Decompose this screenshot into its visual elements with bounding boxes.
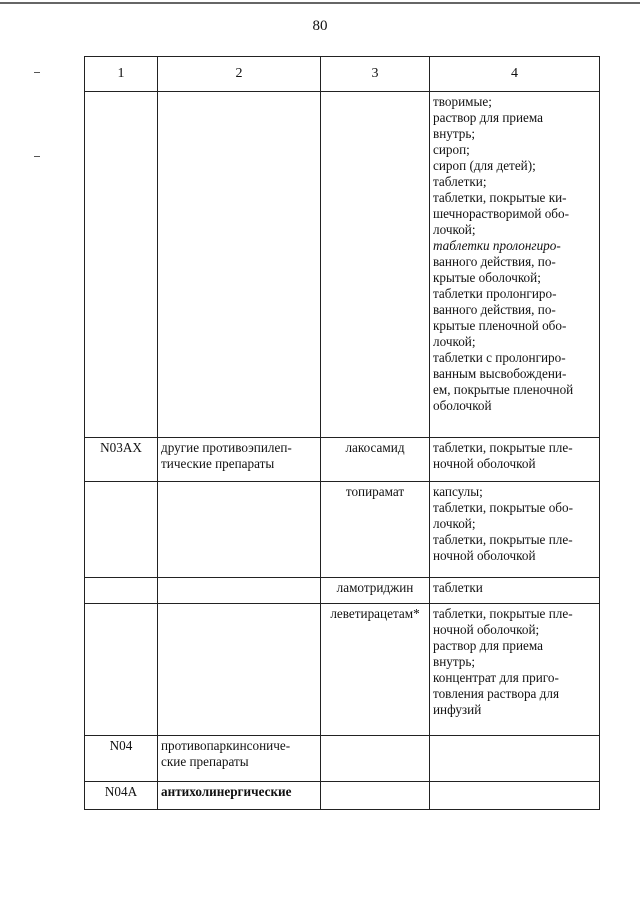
dosage-form-line: ночной оболочкой; — [433, 622, 540, 637]
dosage-form-line: раствор для приема — [433, 638, 544, 653]
dosage-form-line: творимые; — [433, 94, 492, 109]
drug-cell: леветирацетам* — [321, 604, 430, 736]
dosage-form-line: лочкой; — [433, 222, 476, 237]
dosage-form-line: оболочкой — [433, 398, 492, 413]
dosage-forms-cell — [430, 578, 600, 604]
dosage-forms-cell — [430, 438, 600, 482]
atc-code-cell: N04A — [85, 782, 158, 810]
table-row — [85, 482, 600, 578]
dosage-forms-cell — [430, 782, 600, 810]
drug-cell: лакосамид — [321, 438, 430, 482]
dosage-form-line: ночной оболочкой — [433, 456, 536, 471]
dosage-form-line: ночной оболочкой — [433, 548, 536, 563]
dosage-form-line: ванного действия, по- — [433, 254, 556, 269]
margin-mark — [34, 72, 40, 73]
atc-code-cell — [85, 92, 158, 438]
atc-code-cell — [85, 578, 158, 604]
group-line: антихолинергические — [161, 784, 292, 799]
group-cell — [158, 578, 321, 604]
dosage-form-line: шечнорастворимой обо- — [433, 206, 569, 221]
top-rule — [0, 2, 640, 4]
dosage-form-line: товления раствора для — [433, 686, 560, 701]
group-line: тические препараты — [161, 456, 275, 471]
drug-cell — [321, 782, 430, 810]
dosage-form-line: таблетки — [433, 580, 483, 595]
dosage-form-line: таблетки с пролонгиро- — [433, 350, 566, 365]
group-line: противопаркинсониче- — [161, 738, 291, 753]
dosage-form-line: раствор для приема — [433, 110, 544, 125]
column-header: 1 — [85, 57, 158, 92]
atc-code-cell — [85, 482, 158, 578]
group-cell — [158, 782, 321, 810]
dosage-form-line: таблетки, покрытые обо- — [433, 500, 573, 515]
dosage-form-line: таблетки; — [433, 174, 487, 189]
group-cell — [158, 438, 321, 482]
dosage-form-line: крытые пленочной обо- — [433, 318, 567, 333]
dosage-form-line: инфузий — [433, 702, 482, 717]
atc-code-cell: N03AX — [85, 438, 158, 482]
dosage-form-line: таблетки пролонгиро- — [433, 238, 561, 253]
dosage-form-line: ванного действия, по- — [433, 302, 556, 317]
table-row — [85, 604, 600, 736]
dosage-form-line: капсулы; — [433, 484, 483, 499]
drug-cell: ламотриджин — [321, 578, 430, 604]
dosage-form-line: сироп (для детей); — [433, 158, 536, 173]
page-number: 80 — [312, 18, 328, 34]
table-row — [85, 736, 600, 782]
dosage-form-line: внутрь; — [433, 654, 476, 669]
drug-table — [84, 56, 600, 810]
column-header: 3 — [321, 57, 430, 92]
table-row — [85, 578, 600, 604]
atc-code-cell: N04 — [85, 736, 158, 782]
table-row — [85, 782, 600, 810]
dosage-form-line: внутрь; — [433, 126, 476, 141]
column-header: 4 — [430, 57, 600, 92]
dosage-forms-cell — [430, 604, 600, 736]
margin-mark — [34, 156, 40, 157]
dosage-form-line: таблетки, покрытые пле- — [433, 440, 573, 455]
dosage-form-line: таблетки, покрытые пле- — [433, 606, 573, 621]
dosage-forms-cell — [430, 92, 600, 438]
drug-cell — [321, 92, 430, 438]
drug-cell — [321, 736, 430, 782]
dosage-forms-cell — [430, 736, 600, 782]
group-cell — [158, 482, 321, 578]
dosage-form-line: таблетки, покрытые пле- — [433, 532, 573, 547]
group-line: ские препараты — [161, 754, 249, 769]
dosage-form-line: лочкой; — [433, 334, 476, 349]
group-cell — [158, 604, 321, 736]
dosage-forms-cell — [430, 482, 600, 578]
dosage-form-line: лочкой; — [433, 516, 476, 531]
dosage-form-line: крытые оболочкой; — [433, 270, 541, 285]
table-row — [85, 438, 600, 482]
dosage-form-line: сироп; — [433, 142, 470, 157]
dosage-form-line: таблетки, покрытые ки- — [433, 190, 567, 205]
table-header-row — [85, 57, 600, 92]
table-row — [85, 92, 600, 438]
dosage-form-line: таблетки пролонгиро- — [433, 286, 557, 301]
dosage-form-line: ем, покрытые пленочной — [433, 382, 574, 397]
group-line: другие противоэпилеп- — [161, 440, 292, 455]
dosage-form-line: концентрат для приго- — [433, 670, 559, 685]
dosage-form-line: ванным высвобождени- — [433, 366, 567, 381]
atc-code-cell — [85, 604, 158, 736]
column-header: 2 — [158, 57, 321, 92]
group-cell — [158, 92, 321, 438]
drug-cell: топирамат — [321, 482, 430, 578]
group-cell — [158, 736, 321, 782]
